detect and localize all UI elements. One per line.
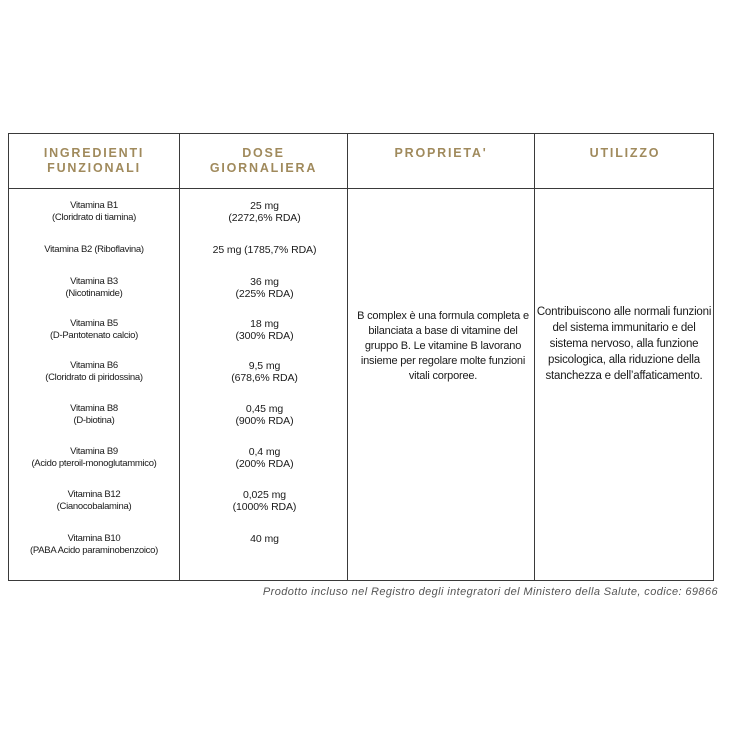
dose-row — [182, 360, 347, 384]
ingredient-name: Vitamina B3 — [70, 276, 118, 287]
dose-amount: 25 mg — [250, 200, 279, 212]
dose-row — [182, 446, 347, 470]
ingredient-source: (Cloridrato di tiamina) — [52, 212, 136, 223]
ingredient-row — [9, 446, 179, 470]
dose-row — [182, 533, 347, 545]
header-usage — [535, 134, 715, 189]
ingredient-row — [9, 533, 179, 557]
dose-rda: (1000% RDA) — [232, 501, 297, 513]
column-divider — [179, 134, 180, 580]
registry-footnote: Prodotto incluso nel Registro degli integratori del Ministero della Salute, codice: 69866 — [262, 586, 718, 598]
properties-text: B complex è una formula completa e bilanciata a base di vitamine del gruppo B. Le vitamine B lavorano insieme per regolare molte funzioni vitali corporee. — [357, 310, 529, 382]
dose-rda: (900% RDA) — [235, 415, 294, 427]
header-dose-label: DOSE GIORNALIERA — [209, 146, 318, 175]
ingredient-name: Vitamina B10 — [67, 533, 121, 544]
ingredient-source: (PABA Acido paraminobenzoico) — [30, 545, 158, 556]
ingredient-row — [9, 318, 179, 342]
dose-amount: 0,4 mg — [248, 446, 281, 458]
dose-row — [182, 318, 347, 342]
ingredient-row — [9, 276, 179, 300]
ingredient-source: (D-Pantotenato calcio) — [50, 330, 138, 341]
dose-amount: 25 mg (1785,7% RDA) — [212, 244, 317, 256]
header-ingredients — [9, 134, 179, 189]
dose-row — [182, 244, 347, 256]
dose-rda: (200% RDA) — [235, 458, 294, 470]
dose-row — [182, 276, 347, 300]
ingredient-name: Vitamina B9 — [70, 446, 118, 457]
header-properties — [348, 134, 534, 189]
ingredient-source: (D-biotina) — [73, 415, 115, 426]
ingredient-row — [9, 403, 179, 427]
ingredient-name: Vitamina B5 — [70, 318, 118, 329]
header-dose — [180, 134, 347, 189]
ingredient-name: Vitamina B8 — [70, 403, 118, 414]
dose-amount: 0,45 mg — [245, 403, 284, 415]
ingredient-source: (Cianocobalamina) — [56, 501, 132, 512]
dose-row — [182, 403, 347, 427]
header-usage-label: UTILIZZO — [589, 146, 661, 160]
dose-rda: (225% RDA) — [235, 288, 294, 300]
ingredient-name: Vitamina B12 — [67, 489, 121, 500]
dose-rda: (678,6% RDA) — [231, 372, 298, 384]
dose-amount: 0,025 mg — [243, 489, 286, 501]
dose-amount: 9,5 mg — [248, 360, 281, 372]
column-divider — [534, 134, 535, 580]
dose-row — [182, 489, 347, 513]
nutrition-table — [8, 133, 714, 581]
ingredient-source: (Acido pteroil-monoglutammico) — [31, 458, 157, 469]
header-ingredients-label: INGREDIENTI FUNZIONALI — [43, 146, 145, 175]
ingredient-row — [9, 200, 179, 224]
ingredient-row — [9, 489, 179, 513]
ingredient-source: (Nicotinamide) — [65, 288, 123, 299]
ingredient-row — [9, 244, 179, 256]
ingredient-source: (Cloridrato di piridossina) — [45, 372, 143, 383]
ingredient-name: Vitamina B1 — [70, 200, 118, 211]
dose-amount: 40 mg — [250, 533, 279, 545]
dose-rda: (2272,6% RDA) — [228, 212, 301, 224]
ingredient-name: Vitamina B2 (Riboflavina) — [44, 244, 144, 255]
header-properties-label: PROPRIETA' — [394, 146, 488, 160]
dose-amount: 18 mg — [250, 318, 279, 330]
column-divider — [347, 134, 348, 580]
ingredient-row — [9, 360, 179, 384]
usage-text: Contribuiscono alle normali funzioni del sistema immunitario e del sistema nervoso, alla funzione psicologica, alla riduzione della stanchezza e dell’affaticamento. — [536, 306, 712, 382]
dose-rda: (300% RDA) — [235, 330, 294, 342]
dose-amount: 36 mg — [250, 276, 279, 288]
dose-row — [182, 200, 347, 224]
ingredient-name: Vitamina B6 — [70, 360, 118, 371]
